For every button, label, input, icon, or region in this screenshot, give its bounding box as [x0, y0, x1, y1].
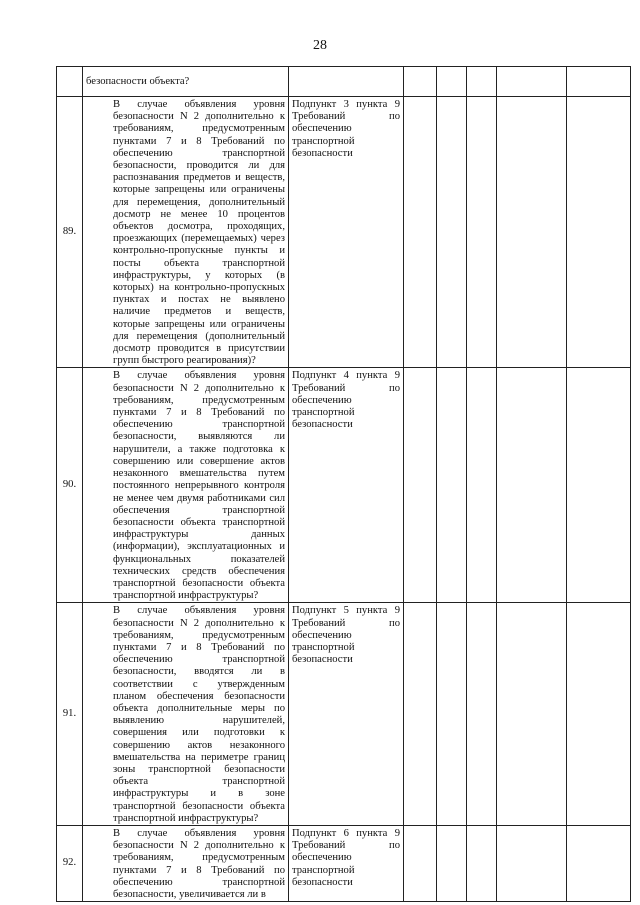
reference-cell [289, 67, 404, 97]
remarks-cell [567, 825, 631, 901]
table-row [57, 603, 631, 826]
question-cell: В случае объявления уровня безопасности N 2 дополнительно к требованиям, предусмотренным пунктами 7 и 8 Требований по обеспечению транспортной безопасности, увеличивается ли в [83, 825, 289, 901]
answer-yes-cell [404, 368, 437, 603]
question-cell: В случае объявления уровня безопасности N 2 дополнительно к требованиям, предусмотренным пунктами 7 и 8 Требований по обеспечению транспортной безопасности, выявляются ли нарушители, а также подготовка к совершению или совершение актов незаконного вмешательства путем постоянного непрерывного контроля не менее чем двумя работниками сил обеспечения транспортной безопасности объекта транспортной инфраструктуры данных (информации), эксплуатационных и функциональных показателей технических средств обеспечения транспортной безопасности объекта транспортной инфраструктуры? [83, 368, 289, 603]
remarks-cell [567, 368, 631, 603]
checklist-table [56, 66, 631, 902]
remarks-cell [567, 97, 631, 368]
question-cell: В случае объявления уровня безопасности N 2 дополнительно к требованиям, предусмотренным пунктами 7 и 8 Требований по обеспечению транспортной безопасности, вводятся ли в соответствии с утвержденным планом обеспечения безопасности объекта дополнительные меры по выявлению нарушителей, совершения или подготовки к совершению актов незаконного вмешательства на периметре границ зоны транспортной безопасности объекта транспортной инфраструктуры и в зоне транспортной безопасности объекта транспортной инфраструктуры? [83, 603, 289, 826]
answer-yes-cell [404, 67, 437, 97]
question-cell: безопасности объекта? [83, 67, 289, 97]
answer-no-cell [437, 97, 467, 368]
remarks-cell [567, 603, 631, 826]
answer-no-cell [437, 368, 467, 603]
notes-cell [497, 603, 567, 826]
answer-na-cell [467, 67, 497, 97]
answer-yes-cell [404, 603, 437, 826]
answer-no-cell [437, 825, 467, 901]
table-row [57, 825, 631, 901]
answer-na-cell [467, 368, 497, 603]
row-number: 92. [57, 825, 83, 901]
answer-na-cell [467, 97, 497, 368]
notes-cell [497, 97, 567, 368]
table-row [57, 368, 631, 603]
reference-cell: Подпункт 5 пункта 9 Требований по обеспечению транспортной безопасности [289, 603, 404, 826]
notes-cell [497, 67, 567, 97]
reference-cell: Подпункт 3 пункта 9 Требований по обеспечению транспортной безопасности [289, 97, 404, 368]
notes-cell [497, 825, 567, 901]
table-row [57, 67, 631, 97]
table-row [57, 97, 631, 368]
reference-cell: Подпункт 4 пункта 9 Требований по обеспечению транспортной безопасности [289, 368, 404, 603]
page-number: 28 [313, 38, 327, 53]
reference-cell: Подпункт 6 пункта 9 Требований по обеспечению транспортной безопасности [289, 825, 404, 901]
answer-yes-cell [404, 825, 437, 901]
row-number: 90. [57, 368, 83, 603]
answer-no-cell [437, 67, 467, 97]
answer-yes-cell [404, 97, 437, 368]
row-number: 91. [57, 603, 83, 826]
answer-na-cell [467, 603, 497, 826]
row-number: 89. [57, 97, 83, 368]
row-number [57, 67, 83, 97]
answer-no-cell [437, 603, 467, 826]
notes-cell [497, 368, 567, 603]
remarks-cell [567, 67, 631, 97]
answer-na-cell [467, 825, 497, 901]
question-cell: В случае объявления уровня безопасности N 2 дополнительно к требованиям, предусмотренным пунктами 7 и 8 Требований по обеспечению транспортной безопасности, проводится ли для распознавания предметов и веществ, которые запрещены или ограничены для перемещения, дополнительный досмотр не менее 10 процентов объектов досмотра, проходящих, проезжающих (перемещаемых) через контрольно-пропускные пункты и посты объекта транспортной инфраструктуры, у которых (в которых) на контрольно-пропускных пунктах и постах не выявлено наличие предметов и веществ, которые запрещены или ограничены для перемещения (дополнительный досмотр проводится в присутствии групп быстрого реагирования)? [83, 97, 289, 368]
